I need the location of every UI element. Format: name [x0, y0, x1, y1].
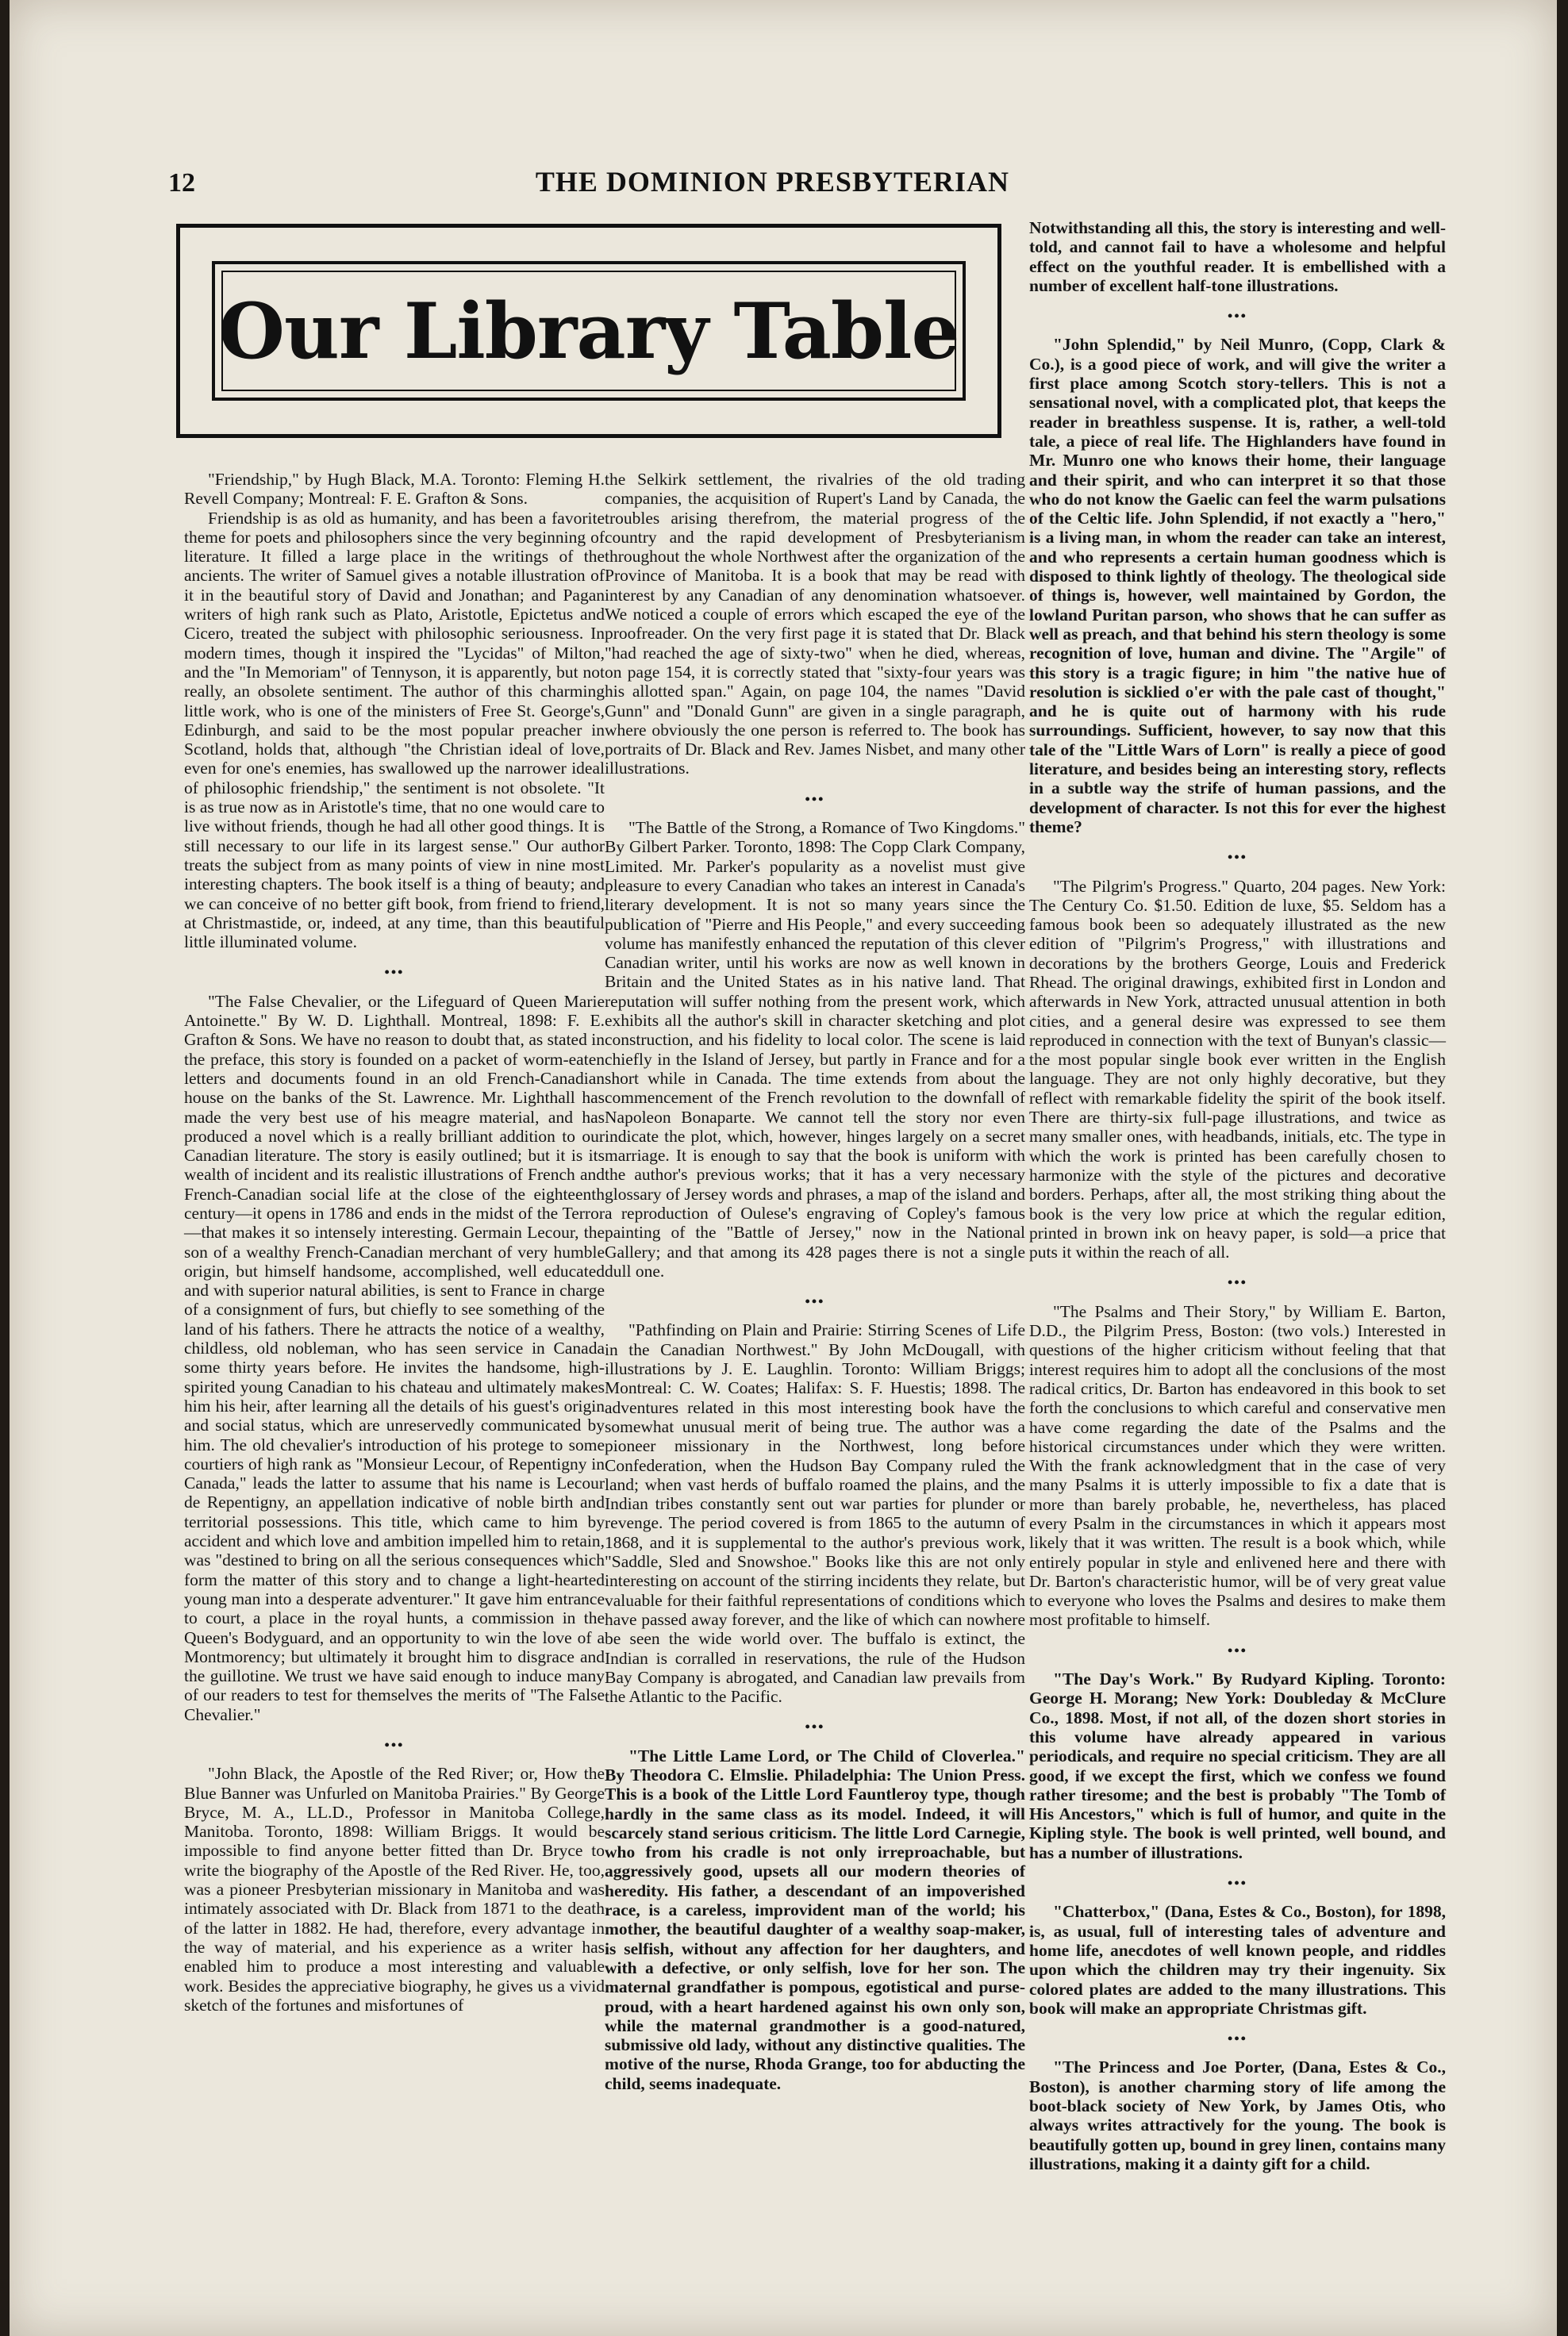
publication-title: THE DOMINION PRESBYTERIAN — [535, 166, 1009, 198]
review-chatterbox: "Chatterbox," (Dana, Estes & Co., Boston), for 1898, is, as usual, full of interesting tales of adventure and home life, anecdotes of well known people, and riddles upon which the children may try their ingenuity. Six colored plates are added to the many illustrations. This book will make an appropriate Christmas gift. — [1029, 1902, 1446, 2018]
separator: ••• — [384, 964, 405, 981]
review-pathfinding: "Pathfinding on Plain and Prairie: Stirring Scenes of Life in the Canadian Northwest." By John McDougall, with illustrations by J. E. Laughlin. Toronto: William Briggs; Montreal: C. W. Coates; Halifax: S. F. Huestis; 1898. The adventures related in this most interesting book have the somewhat unusual merit of being true. The author was a pioneer missionary in the Northwest, long before Confederation, when the Hudson Bay Company ruled the land; when vast herds of buffalo roamed the plains, and the Indian tribes constantly sent out war parties for plunder or revenge. The period covered is from 1865 to the autumn of 1868, and it is supplemental to the author's previous work, "Saddle, Sled and Snowshoe." Books like this are not only interesting on account of the stirring incidents they relate, but valuable for their faithful representations of conditions which have passed away forever, and the like of which can nowhere be seen the wide world over. The buffalo is extinct, the Indian is corralled in reservations, the rule of the Hudson Bay Company is abrogated, and Canadian law prevails from the Atlantic to the Pacific. — [605, 1320, 1025, 1707]
column-left — [184, 470, 605, 2015]
separator: ••• — [384, 1737, 405, 1753]
review-friendship-body: Friendship is as old as humanity, and has been a favorite theme for poets and philosophers since the very beginning of literature. It filled a large place in the writings of the ancients. The writer of Samuel gives a notable illustration of it in the beautiful story of David and Jonathan; and Pagan writers of high rank such as Plato, Aristotle, Epictetus and Cicero, treated the subject with philosophic seriousness. In modern times, though it inspired the "Lycidas" of Milton, and the "In Memoriam" of Tennyson, it is apparently, but not really, an obsolete sentiment. The author of this charming little work, who is one of the ministers of Free St. George's, Edinburgh, and said to be the most popular preacher in Scotland, holds that, although "the Christian ideal of love, even for one's enemies, has swallowed up the narrower ideal of philosophic friendship," the sentiment is not obsolete. "It is as true now as in Aristotle's time, that no one would care to live without friends, though he had all other good things. It is still necessary to our life in its largest sense." Our author treats the subject from as many points of view in nine most interesting chapters. The book itself is a thing of beauty; and we can conceive of no better gift book, from friend to friend, at Christmastide, or, indeed, at any time, than this beautiful little illuminated volume. — [184, 508, 605, 952]
review-john-splendid: "John Splendid," by Neil Munro, (Copp, Clark & Co.), is a good piece of work, and will give the writer a first place among Scotch story-tellers. This is not a sensational novel, with a complicated plot, that keeps the reader in breathless suspense. It is, rather, a well-told tale, a piece of real life. The Highlanders have found in Mr. Munro one who knows their home, their language and their spirit, and who can interpret it so that those who do not know the Gaelic can feel the warm pulsations of the Celtic life. John Splendid, if not exactly a "hero," is a living man, in whom the reader can take an interest, and who represents a certain human goodness which is disposed to think lightly of theology. The theological side of things is, however, well maintained by Gordon, the lowland Puritan parson, who shows that he can suffer as well as preach, and that behind his stern theology is some recognition of love, human and divine. The "Argile" of this story is a tragic figure; in him "the native hue of resolution is sicklied o'er with the pale cast of thought," and he is quite out of harmony with his rude surroundings. Sufficient, however, to say now that this tale of the "Little Wars of Lorn" is really a piece of good literature, and besides being an interesting story, reflects in a subtle way the strife of human passions, and the development of character. Is not this for ever the highest theme? — [1029, 335, 1446, 836]
review-john-black: "John Black, the Apostle of the Red River; or, How the Blue Banner was Unfurled on Manitoba Prairies." By George Bryce, M. A., LL.D., Professor in Manitoba College, Manitoba. Toronto, 1898: William Briggs. It would be impossible to find anyone better fitted than Dr. Bryce to write the biography of the Apostle of the Red River. He, too, was a pioneer Presbyterian missionary in Manitoba and was intimately associated with Dr. Black from 1871 to the death of the latter in 1882. He had, therefore, every advantage in the way of material, and his experience as a writer has enabled him to produce a most interesting and valuable work. Besides the appreciative biography, he gives us a vivid sketch of the fortunes and misfortunes of — [184, 1764, 605, 2015]
separator: ••• — [805, 1719, 825, 1735]
separator: ••• — [1228, 1642, 1247, 1658]
separator: ••• — [1228, 1875, 1247, 1892]
review-psalms: "The Psalms and Their Story," by William E. Barton, D.D., the Pilgrim Press, Boston: (two vols.) Interested in questions of the higher criticism without feeling that that interest requires him to adopt all the conclusions of the most radical critics, Dr. Barton has endeavored in this book to set forth the conclusions to which careful and conservative men have come regarding the date of the Psalms and the historical circumstances under which they were written. With the frank acknowledgment that in the case of very many Psalms it is utterly impossible to fix a date that is more than barely probable, he, nevertheless, has placed every Psalm in the circumstances in which it appears most likely that it was written. The result is a book which, while entirely popular in style and enlivened here and there with Dr. Barton's characteristic humor, will be of very great value to everyone who loves the Psalms and desires to make them most profitable to himself. — [1029, 1301, 1446, 1630]
column-right — [1029, 218, 1446, 2173]
review-false-chevalier: "The False Chevalier, or the Lifeguard of Queen Marie Antoinette." By W. D. Lighthall. Montreal, 1898: F. E. Grafton & Sons. We have no reason to doubt that, as stated in the preface, this story is founded on a packet of worm-eaten letters and documents found in an old French-Canadian house on the banks of the St. Lawrence. Mr. Lighthall has made the very best use of his meagre material, and has produced a novel which is a really brilliant addition to our Canadian literature. The story is easily outlined; but it is its wealth of incident and its realistic illustrations of French and French-Canadian social life at the close of the eighteenth century—it opens in 1786 and ends in the midst of the Terror—that makes it so intensely interesting. Germain Lecour, the son of a wealthy French-Canadian merchant of very humble origin, but himself handsome, accomplished, well educated and with superior natural abilities, is sent to France in charge of a consignment of furs, but chiefly to see something of the land of his fathers. There he attracts the notice of a wealthy, childless, old nobleman, who has seen service in Canada some thirty years before. He invites the handsome, high-spirited young Canadian to his chateau and ultimately makes him his heir, after learning all the details of his guest's origin and social status, which are unreservedly communicated by him. The old chevalier's introduction of his protege to some courtiers of high rank as "Monsieur Lecour, of Repentigny in Canada," leads the latter to assume that his name is Lecour de Repentigny, an appellation indicative of noble birth and territorial possessions. This title, which came to him by accident and which love and ambition impelled him to retain, was "destined to bring on all the serious consequences which form the matter of this story and to change a light-hearted young man into a desperate adventurer." It gave him entrance to court, a place in the royal hunts, a commission in the Queen's Bodyguard, and an opportunity to win the love of a Montmorency; but ultimately it brought him to disgrace and the guillotine. We trust we have said enough to induce many of our readers to test for themselves the merits of "The False Chevalier." — [184, 991, 605, 1724]
section-title: Our Library Table — [218, 286, 959, 376]
column-middle — [605, 470, 1025, 2093]
separator: ••• — [1228, 2031, 1247, 2047]
review-little-lame-lord-continued: Notwithstanding all this, the story is interesting and well-told, and cannot fail to have a wholesome and helpful effect on the youthful reader. It is embellished with a number of excellent half-tone illustrations. — [1029, 218, 1446, 295]
review-days-work: "The Day's Work." By Rudyard Kipling. Toronto: George H. Morang; New York: Doubleday & McClure Co., 1898. Most, if not all, of the dozen short stories in this volume have already appeared in various periodicals, and require no special criticism. They are all good, if we except the first, which we confess we found rather tiresome; and the best is probably "The Tomb of His Ancestors," which is full of humor, and quite in the Kipling style. The book is well printed, well bound, and has a number of illustrations. — [1029, 1669, 1446, 1862]
review-pilgrims-progress: "The Pilgrim's Progress." Quarto, 204 pages. New York: The Century Co. $1.50. Edition de luxe, $5. Seldom has a famous book been so adequately illustrated as the new edition of "Pilgrim's Progress," with illustrations and decorations by the brothers George, Louis and Frederick Rhead. The original drawings, exhibited first in London and afterwards in New York, attracted unusual attention in both cities, and a general desire was expressed to see them reproduced in connection with the text of Bunyan's classic—the most popular single book ever written in the English language. They are not only highly decorative, but they reflect with remarkable fidelity the spirit of the book itself. There are thirty-six full-page illustrations, and twice as many smaller ones, with headbands, initials, etc. The type in which the work is printed has been carefully chosen to harmonize with the style of the pictures and decorative borders. Perhaps, after all, the most striking thing about the book is the very low price at which the regular edition, printed in brown ink on heavy paper, is sold—a price that puts it within the reach of all. — [1029, 876, 1446, 1262]
separator: ••• — [1228, 1274, 1247, 1291]
separator: ••• — [1228, 308, 1247, 325]
section-title-frame — [176, 224, 1001, 438]
separator: ••• — [805, 1293, 825, 1310]
separator: ••• — [1228, 849, 1247, 866]
page-number: 12 — [168, 168, 195, 198]
section-title-inner-frame — [212, 261, 966, 401]
review-battle-of-the-strong: "The Battle of the Strong, a Romance of Two Kingdoms." By Gilbert Parker. Toronto, 1898: The Copp Clark Company, Limited. Mr. Parker's popularity as a novelist must give pleasure to every Canadian who takes an interest in Canada's literary development. It is not so many years since the publication of "Pierre and His People," and every succeeding volume has manifestly enhanced the reputation of this clever Canadian writer, until his works are now as well known in Britain and the United States as in his native land. That reputation will suffer nothing from the present work, which exhibits all the author's skill in character sketching and plot construction, and his fidelity to local color. The scene is laid chiefly in the Island of Jersey, but partly in France and for a short while in Canada. The time extends from about the commencement of the French revolution to the downfall of Napoleon Bonaparte. We cannot tell the story nor even indicate the plot, which, however, hinges largely on a secret marriage. It is enough to say that the book is uniform with the author's previous works; that it has a very necessary glossary of Jersey words and phrases, a map of the island and a reproduction of Oulese's engraving of Copley's famous painting of the "Battle of Jersey," now in the National Gallery; and that among its 428 pages there is not a single dull one. — [605, 818, 1025, 1281]
separator: ••• — [805, 790, 825, 807]
review-little-lame-lord: "The Little Lame Lord, or The Child of Cloverlea." By Theodora C. Elmslie. Philadelphia: The Union Press. This is a book of the Little Lord Fauntleroy type, though hardly in the same class as its model. Indeed, it will scarcely stand serious criticism. The little Lord Carnegie, who from his cradle is not only irreproachable, but aggressively good, upsets all our modern theories of heredity. His father, a descendant of an impoverished race, is a careless, improvident man of the world; his mother, the beautiful daughter of a wealthy soap-maker, is selfish, without any affection for her daughters, and with a defective, or only selfish, love for her son. The maternal grandfather is pompous, egotistical and purse-proud, with a heart hardened against his own only son, while the maternal grandmother is a good-natured, submissive old lady, without any distinctive qualities. The motive of the nurse, Rhoda Grange, too for abducting the child, seems inadequate. — [605, 1746, 1025, 2093]
newspaper-page — [10, 0, 1557, 2336]
review-friendship-heading: "Friendship," by Hugh Black, M.A. Toronto: Fleming H. Revell Company; Montreal: F. E. Grafton & Sons. — [184, 470, 605, 509]
review-princess-joe-porter: "The Princess and Joe Porter, (Dana, Estes & Co., Boston), is another charming story of life among the boot-black society of New York, by James Otis, who always writes attractively for the young. The book is beautifully gotten up, bound in grey linen, contains many illustrations, making it a dainty gift for a child. — [1029, 2057, 1446, 2173]
page-header — [168, 165, 1009, 198]
review-john-black-continued: the Selkirk settlement, the rivalries of the old trading companies, the acquisition of Rupert's Land by Canada, the troubles arising therefrom, the material progress of the country and the rapid development of Presbyterianism throughout the whole Northwest after the organization of the Province of Manitoba. It is a book that may be read with interest by any Canadian of any denomination whatsoever. We noticed a couple of errors which escaped the eye of the proofreader. On the very first page it is stated that Dr. Black "had reached the age of sixty-two" when he died, whereas, on page 154, it is correctly stated that "sixty-four years was his allotted span." Again, on page 104, the names "David Gunn" and "Donald Gunn" are given in a single paragraph, where obviously the one person is referred to. The book has portraits of Dr. Black and Rev. James Nisbet, and many other illustrations. — [605, 470, 1025, 778]
